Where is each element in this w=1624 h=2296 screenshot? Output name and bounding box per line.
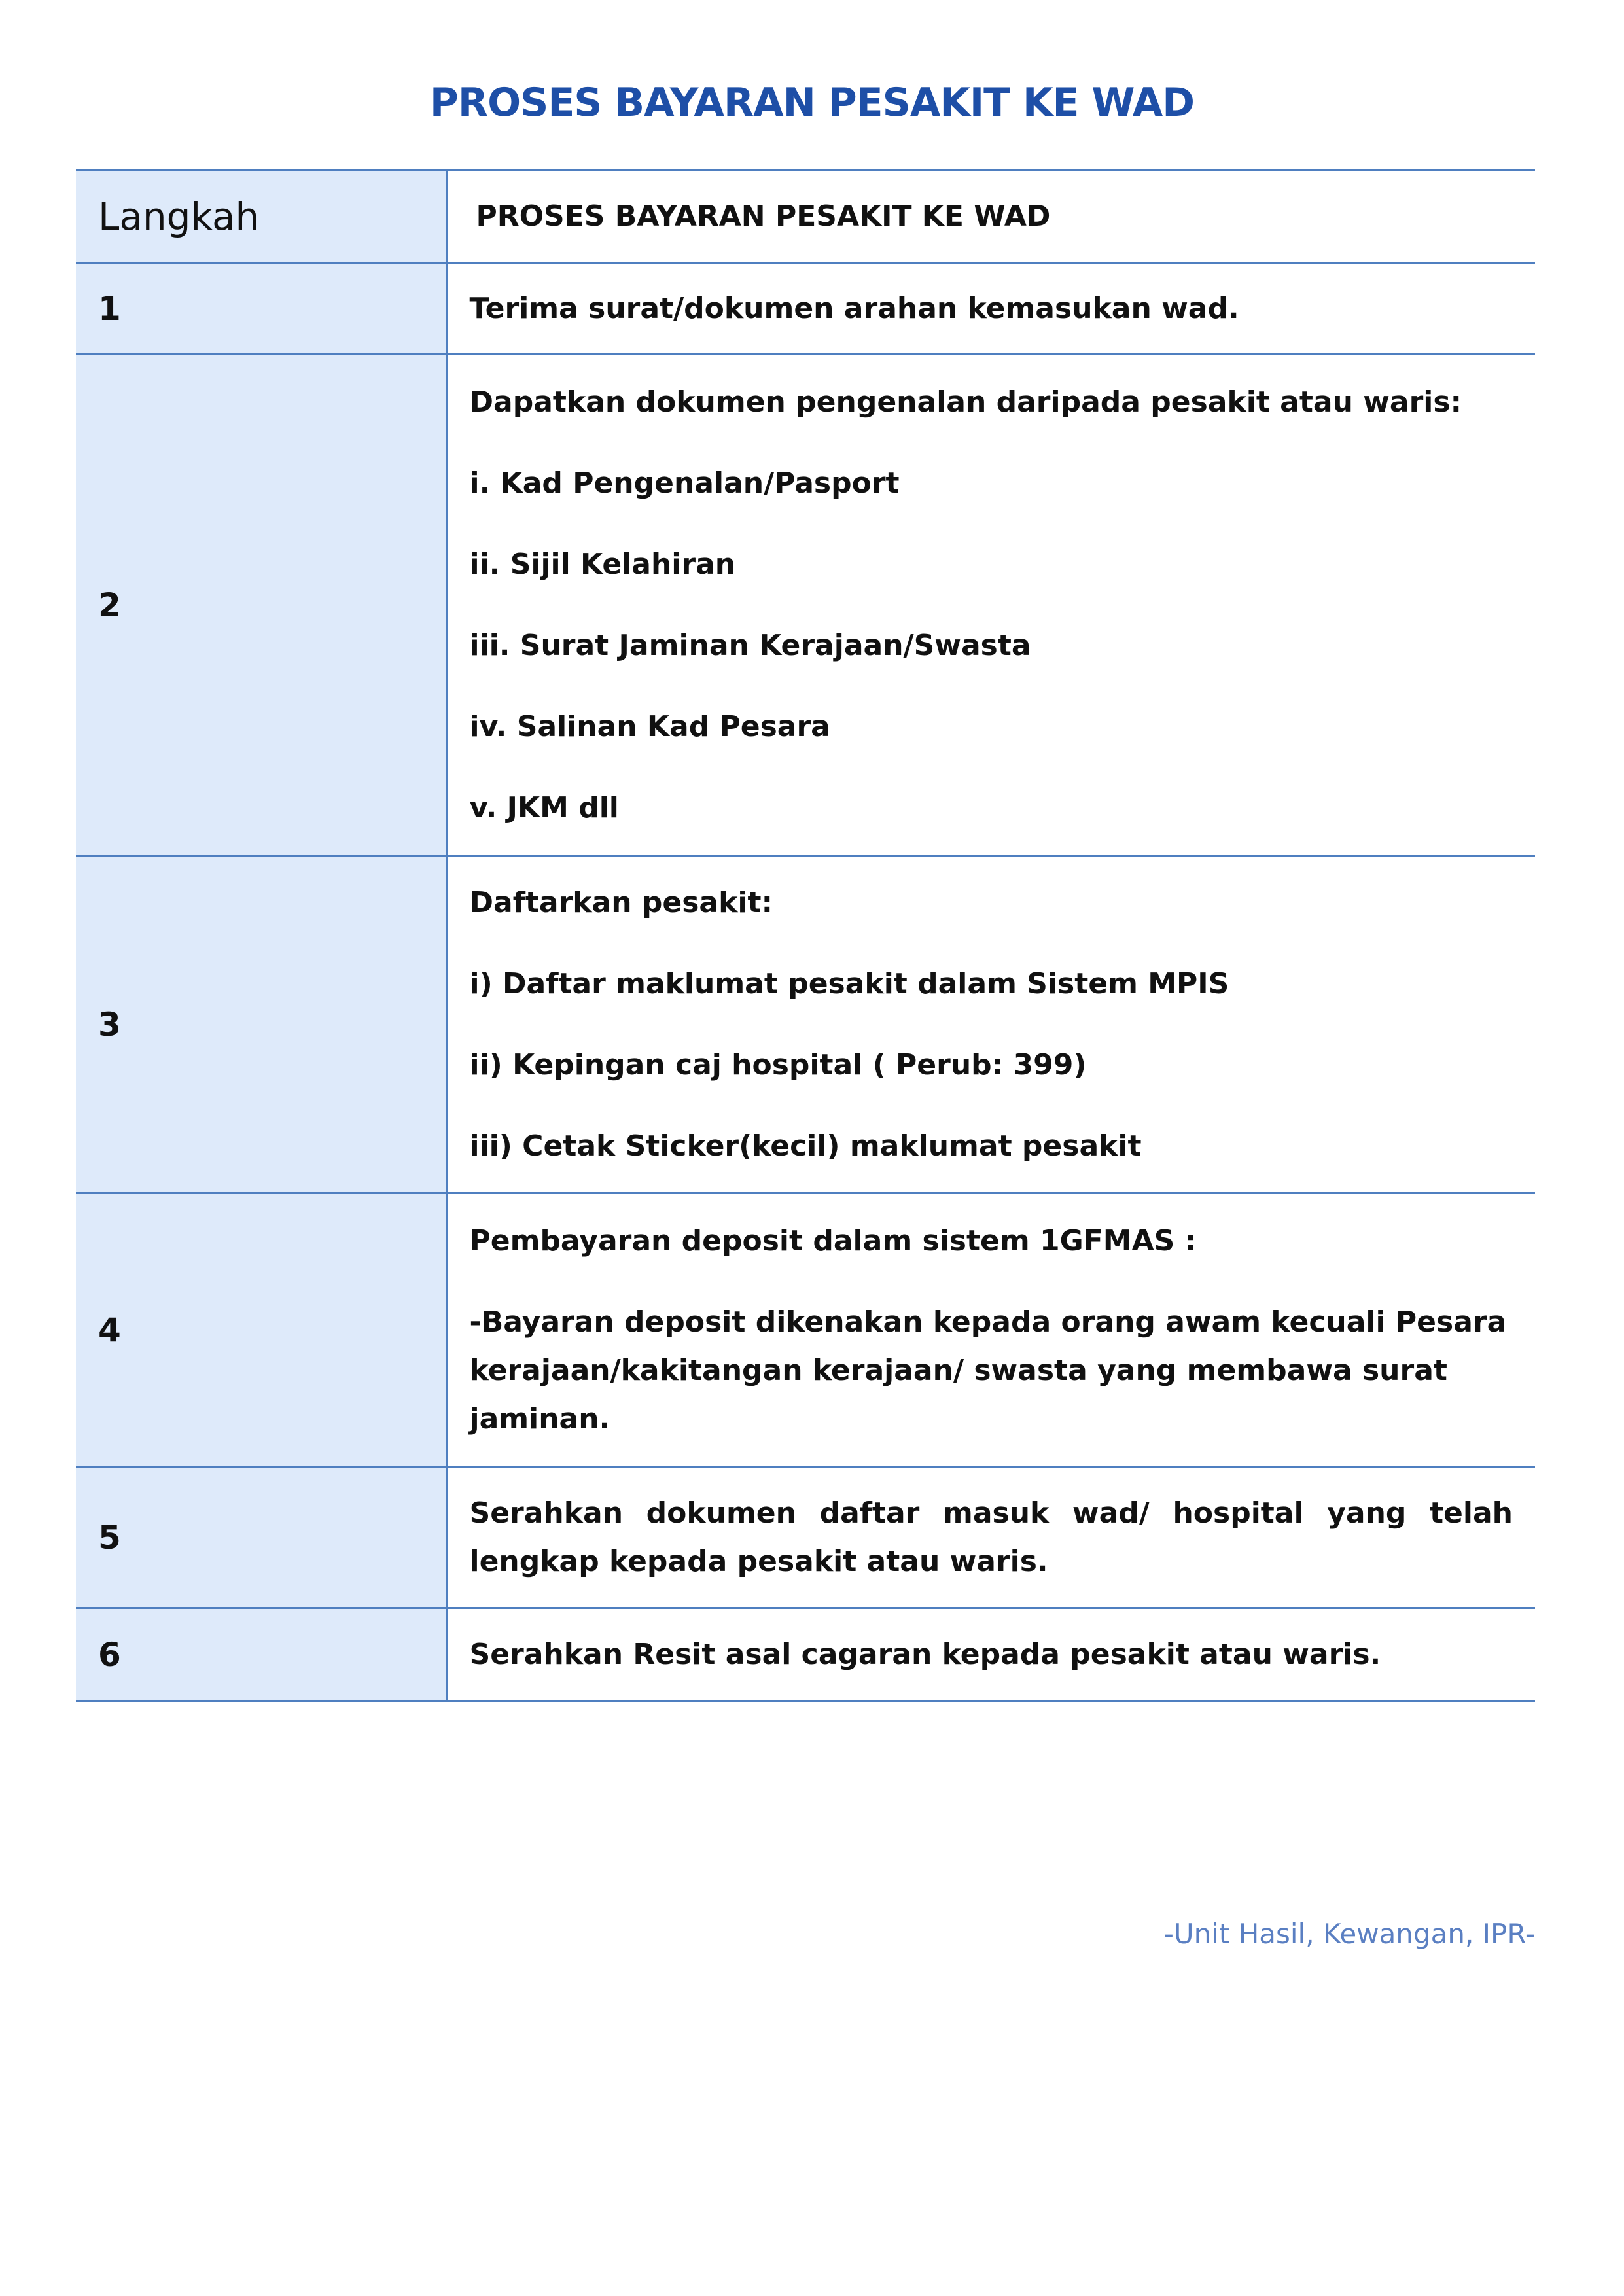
header-process-label: PROSES BAYARAN PESAKIT KE WAD	[476, 199, 1051, 233]
list-item: ii) Kepingan caj hospital ( Perub: 399)	[469, 1048, 1087, 1082]
step-text: Daftarkan pesakit:	[469, 885, 773, 919]
list-item: iv. Salinan Kad Pesara	[469, 709, 830, 743]
table-row	[76, 1467, 1535, 1608]
header-step-cell	[76, 170, 446, 263]
list-item: v. JKM dll	[469, 790, 619, 824]
step-number: 6	[76, 1608, 446, 1701]
step-description	[446, 1193, 1535, 1467]
step-text: Pembayaran deposit dalam sistem 1GFMAS :	[469, 1224, 1197, 1258]
step-number: 5	[76, 1467, 446, 1608]
step-text: Dapatkan dokumen pengenalan daripada pesakit atau waris:	[469, 385, 1462, 419]
step-number: 1	[76, 263, 446, 355]
step-description	[446, 263, 1535, 355]
footer-credit: -Unit Hasil, Kewangan, IPR-	[1163, 1918, 1535, 1950]
step-description	[446, 1608, 1535, 1701]
step-text: Serahkan dokumen daftar masuk wad/ hospital yang telah lengkap kepada pesakit atau waris.	[469, 1496, 1513, 1578]
step-description	[446, 856, 1535, 1193]
table-row	[76, 1193, 1535, 1467]
step-text: Terima surat/dokumen arahan kemasukan wad.	[469, 291, 1239, 325]
list-item: i. Kad Pengenalan/Pasport	[469, 466, 900, 500]
process-table	[76, 169, 1535, 1702]
table-row	[76, 1608, 1535, 1701]
table-row	[76, 355, 1535, 856]
table-header-row	[76, 170, 1535, 263]
list-item: ii. Sijil Kelahiran	[469, 547, 736, 581]
step-note: -Bayaran deposit dikenakan kepada orang awam kecuali Pesara kerajaan/kakitangan kerajaan/ swasta yang membawa surat jaminan.	[469, 1305, 1507, 1436]
header-step-label: Langkah	[98, 194, 260, 239]
page-title: PROSES BAYARAN PESAKIT KE WAD	[429, 80, 1195, 126]
step-text: Serahkan Resit asal cagaran kepada pesakit atau waris.	[469, 1637, 1381, 1671]
step-number: 3	[76, 856, 446, 1193]
step-description	[446, 1467, 1535, 1608]
table-row	[76, 856, 1535, 1193]
table-row	[76, 263, 1535, 355]
header-process-cell	[446, 170, 1535, 263]
step-number: 4	[76, 1193, 446, 1467]
step-number: 2	[76, 355, 446, 856]
list-item: iii. Surat Jaminan Kerajaan/Swasta	[469, 628, 1031, 662]
list-item: iii) Cetak Sticker(kecil) maklumat pesakit	[469, 1129, 1142, 1163]
list-item: i) Daftar maklumat pesakit dalam Sistem MPIS	[469, 966, 1229, 1000]
step-description	[446, 355, 1535, 856]
